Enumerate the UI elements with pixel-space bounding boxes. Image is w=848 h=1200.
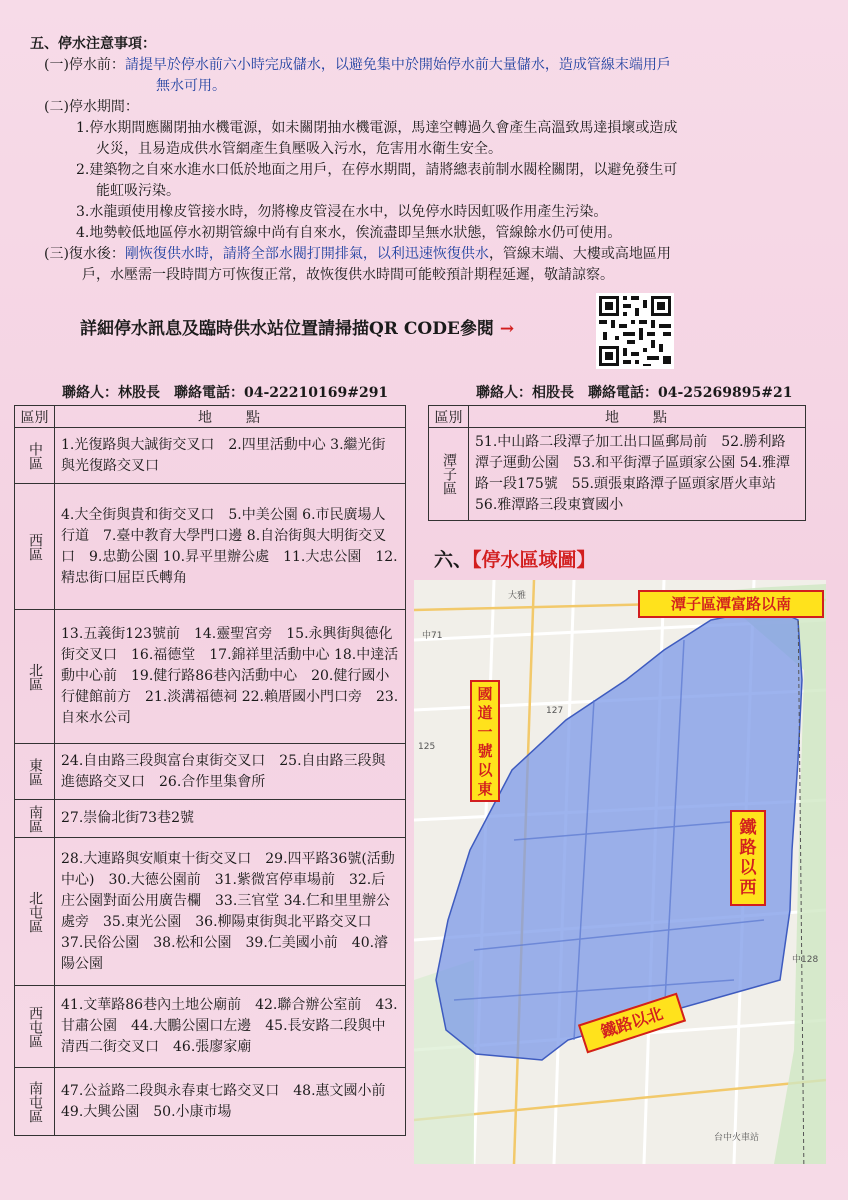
note-before-cont: 無水可用。	[156, 78, 226, 94]
places-cell: 28.大連路與安順東十街交叉口 29.四平路36號(活動中心) 30.大德公園前 31.紫微宮停車場前 32.后庄公園對面公用廣告欄 33.三官堂 34.仁和里里辦公處旁 35.東光公園 36.柳陽東街與北平路交叉口 37.民俗公園 38.松和公園 39.仁美國小前 40.濬陽公園	[55, 838, 406, 986]
note-during-1: 1.停水期間應關閉抽水機電源，如未關閉抽水機電源，馬達空轉過久會產生高溫致馬達損壞或造成	[76, 120, 678, 136]
qr-instruction: 詳細停水訊息及臨時供水站位置請掃描QR CODE參閱 →	[80, 319, 515, 339]
contact-left: 聯絡人：林股長 聯絡電話：04-22210169#291	[62, 385, 389, 401]
outage-area-map	[414, 580, 826, 1164]
district-cell: 南屯區	[15, 1068, 55, 1136]
district-cell: 潭子區	[429, 428, 469, 521]
note-during-2: 2.建築物之自來水進水口低於地面之用戶，在停水期間，請將總表前制水閥栓關閉，以避免發生可	[76, 162, 678, 178]
places-cell: 13.五義街123號前 14.靈聖宮旁 15.永興街與德化街交叉口 16.福德堂 17.錦祥里活動中心 18.中達活動中心前 19.健行路86巷內活動中心 20.健行國小行健館前方 21.淡溝福德祠 22.賴厝國小門口旁 23.自來水公司	[55, 610, 406, 744]
header-places: 地 點	[55, 406, 406, 428]
map-section-title: 六、【停水區域圖】	[434, 549, 596, 571]
contact-right: 聯絡人：相股長 聯絡電話：04-25269895#21	[476, 385, 793, 401]
header-district: 區別	[15, 406, 55, 428]
district-cell: 中區	[15, 428, 55, 484]
arrow-right-icon: →	[499, 319, 515, 339]
places-cell: 47.公益路二段與永春東七路交叉口 48.惠文國小前 49.大興公園 50.小康市場	[55, 1068, 406, 1136]
map-place-label: 台中火車站	[714, 1133, 760, 1143]
note-during-1-cont: 火災，且易造成供水管網產生負壓吸入污水，危害用水衛生安全。	[96, 141, 502, 157]
table-row	[15, 428, 406, 484]
note-before: (一)停水前：請提早於停水前六小時完成儲水，以避免集中於開始停水前大量儲水，造成管線末端用戶	[44, 57, 671, 73]
district-cell: 東區	[15, 744, 55, 800]
places-cell: 24.自由路三段與富台東街交叉口 25.自由路三段與進德路交叉口 26.合作里集會所	[55, 744, 406, 800]
table-row	[15, 986, 406, 1068]
places-cell: 1.光復路與大誠街交叉口 2.四里活動中心 3.繼光街與光復路交叉口	[55, 428, 406, 484]
map-label-east-boundary: 鐵路以西	[730, 810, 766, 906]
note-during-4: 4.地勢較低地區停水初期管線中尚有自來水，俟流盡即呈無水狀態，管線餘水仍可使用。	[76, 225, 622, 241]
table-row	[15, 800, 406, 838]
table-row	[15, 744, 406, 800]
water-station-table-left	[14, 405, 406, 1136]
district-cell: 南區	[15, 800, 55, 838]
note-after: (三)復水後：剛恢復供水時，請將全部水閥打開排氣，以利迅速恢復供水，管線末端、大樓或高地區用	[44, 246, 671, 262]
map-road-label: 127	[546, 706, 564, 716]
table-row	[15, 838, 406, 986]
places-cell: 27.崇倫北街73巷2號	[55, 800, 406, 838]
places-cell: 4.大全街與貴和街交叉口 5.中美公園 6.市民廣場人行道 7.臺中教育大學門口邊 8.自治街與大明街交叉口 9.忠勤公園 10.昇平里辦公處 11.大忠公園 12.精忠街口屈臣氏轉角	[55, 484, 406, 610]
table-row	[15, 484, 406, 610]
header-district: 區別	[429, 406, 469, 428]
notes-heading: 五、停水注意事項：	[30, 36, 156, 52]
map-place-label: 大雅	[508, 591, 527, 601]
table-row	[429, 428, 806, 521]
district-cell: 西屯區	[15, 986, 55, 1068]
qr-code-icon[interactable]	[596, 293, 674, 369]
water-outage-notes	[30, 34, 830, 286]
table-row	[15, 1068, 406, 1136]
table-row	[15, 610, 406, 744]
map-road-label: 中71	[422, 631, 443, 641]
district-cell: 北屯區	[15, 838, 55, 986]
map-label-south-boundary: 鐵路以北	[578, 993, 686, 1054]
table-header-row	[429, 406, 806, 428]
note-after-cont: 戶，水壓需一段時間方可恢復正常，故恢復供水時間可能較預計期程延遲，敬請諒察。	[82, 267, 614, 283]
map-road-label: 125	[418, 742, 436, 752]
note-during-3: 3.水龍頭使用橡皮管接水時，勿將橡皮管浸在水中，以免停水時因虹吸作用產生污染。	[76, 204, 608, 220]
map-road-label: 中128	[792, 955, 819, 965]
places-cell: 51.中山路二段潭子加工出口區郵局前 52.勝利路潭子運動公園 53.和平街潭子區頭家公園 54.雅潭路一段175號 55.頭張東路潭子區頭家厝火車站 56.雅潭路三段東寶國小	[469, 428, 806, 521]
district-cell: 北區	[15, 610, 55, 744]
map-label-north-boundary: 潭子區潭富路以南	[638, 590, 824, 618]
district-cell: 西區	[15, 484, 55, 610]
table-header-row	[15, 406, 406, 428]
note-during-label: (二)停水期間：	[44, 99, 139, 115]
header-places: 地 點	[469, 406, 806, 428]
places-cell: 41.文華路86巷內土地公廟前 42.聯合辦公室前 43.甘肅公園 44.大鵬公園口左邊 45.長安路二段與中清西二街交叉口 46.張廖家廟	[55, 986, 406, 1068]
map-label-west-boundary: 國道一號以東	[470, 680, 500, 802]
water-station-table-right	[428, 405, 806, 521]
note-during-2-cont: 能虹吸污染。	[96, 183, 180, 199]
